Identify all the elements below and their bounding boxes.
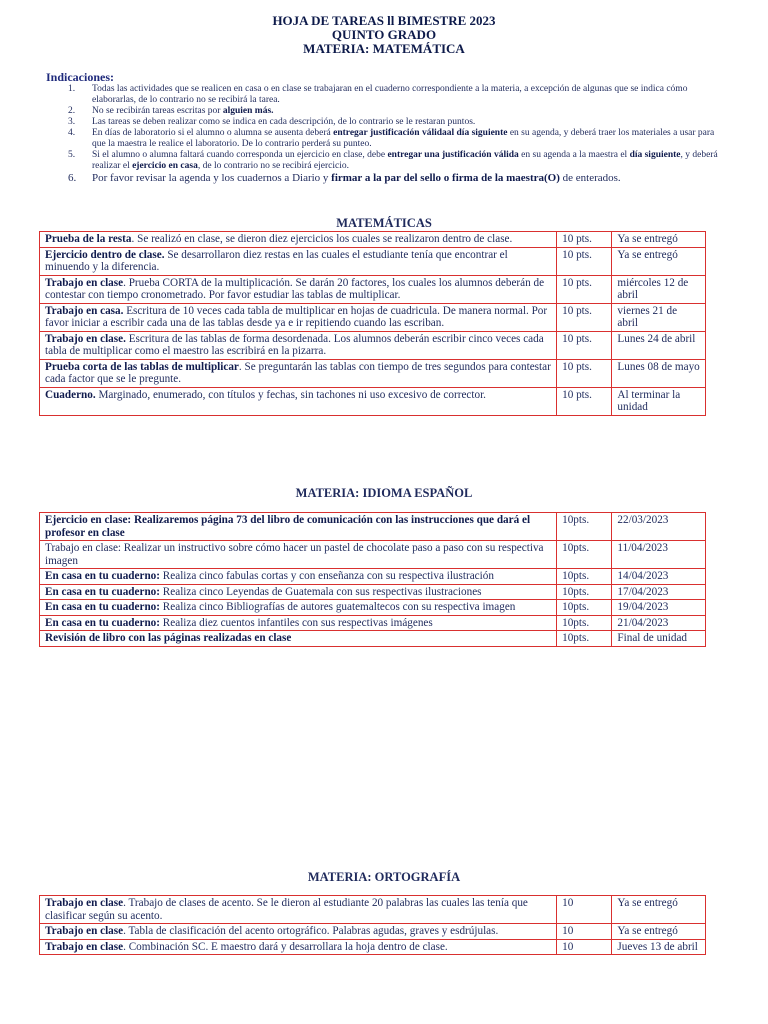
task-points: 10 pts.: [557, 275, 612, 303]
table-row: [40, 600, 706, 616]
bold-text: En casa en tu cuaderno:: [45, 585, 160, 598]
indicacion-number: 3.: [68, 117, 76, 127]
bold-text: Trabajo en clase: [45, 897, 124, 909]
bold-text: Prueba corta de las tablas de multiplicar: [45, 360, 239, 373]
task-description: [40, 303, 557, 331]
indicacion-item: [46, 84, 726, 106]
tasks-table-ortografia: [39, 895, 706, 955]
task-date: Ya se entregó: [612, 896, 706, 924]
text: . Se preguntarán las tablas con tiempo de tres segundos para contestar cada factor que se le pregunte.: [45, 360, 551, 385]
text: Realiza cinco Leyendas de Guatemala con sus respectivas ilustraciones: [160, 585, 482, 598]
tasks-table-idioma-espanol: [39, 512, 706, 647]
task-date: 17/04/2023: [612, 584, 706, 600]
task-date: Jueves 13 de abril: [612, 939, 706, 955]
table-row: [40, 359, 706, 387]
task-description: [40, 232, 557, 248]
task-points: 10 pts.: [557, 359, 612, 387]
task-description: [40, 331, 557, 359]
task-date: Ya se entregó: [612, 924, 706, 940]
table-row: [40, 331, 706, 359]
task-date: 22/03/2023: [612, 513, 706, 541]
indicacion-item: [46, 117, 726, 128]
text: . Prueba CORTA de la multiplicación. Se darán 20 factores, los cuales los alumnos deberán de contestar con tiempo cronometrado. Por favor estudiar las tablas de multiplicar.: [45, 276, 545, 301]
task-points: 10pts.: [557, 615, 612, 631]
task-points: 10pts.: [557, 631, 612, 647]
text: . Combinación SC. E maestro dará y desarrollara la hoja dentro de clase.: [123, 940, 448, 953]
text: Marginado, enumerado, con títulos y fechas, sin tachones ni uso excesivo de corrector.: [95, 388, 486, 401]
task-date: Final de unidad: [612, 631, 706, 647]
task-points: 10pts.: [557, 513, 612, 541]
bold-text: Revisión de libro con las páginas realizadas en clase: [45, 632, 292, 644]
table-row: [40, 513, 706, 541]
task-description: [40, 569, 557, 585]
indicacion-number: 4.: [68, 128, 76, 138]
text: Realiza cinco Bibliografías de autores guatemaltecos con su respectiva imagen: [160, 601, 516, 613]
task-points: 10 pts.: [557, 247, 612, 275]
task-points: 10 pts.: [557, 387, 612, 415]
text: . Tabla de clasificación del acento ortográfico. Palabras agudas, graves y esdrújulas.: [123, 925, 499, 937]
task-date: Ya se entregó: [612, 232, 706, 248]
task-description: [40, 387, 557, 415]
indicacion-number: 1.: [68, 84, 76, 94]
indicaciones-title: Indicaciones:: [46, 70, 115, 84]
text: En días de laboratorio si el alumno o alumna se ausenta deberá: [92, 128, 334, 138]
text: Realiza diez cuentos infantiles con sus respectivas imágenes: [160, 616, 433, 629]
task-points: 10 pts.: [557, 331, 612, 359]
table-row: [40, 631, 706, 647]
table-row: [40, 541, 706, 569]
text: Por favor revisar la agenda y los cuadernos a Diario y: [92, 172, 332, 184]
task-date: miércoles 12 de abril: [612, 275, 706, 303]
task-date: 11/04/2023: [612, 541, 706, 569]
bold-text: En casa en tu cuaderno:: [45, 570, 160, 582]
task-description: [40, 584, 557, 600]
indicacion-item: [46, 106, 726, 117]
tasks-table-matematicas: [39, 231, 706, 416]
text: Escritura de las tablas de forma desordenada. Los alumnos deberán escribir cinco veces cada tabla de multiplicar como el maestro las escribirá en la pizarra.: [45, 332, 544, 357]
table-row: [40, 275, 706, 303]
bold-text: Trabajo en clase: [45, 276, 124, 289]
text: Si el alumno o alumna faltará cuando corresponda un ejercicio en clase, debe: [92, 150, 388, 160]
bold-text: Trabajo en casa.: [45, 304, 124, 317]
table-row: [40, 247, 706, 275]
document-header: [0, 14, 768, 56]
task-date: Lunes 08 de mayo: [612, 359, 706, 387]
task-description: [40, 247, 557, 275]
indicaciones-list: [46, 84, 726, 185]
indicacion-number: 5.: [68, 150, 76, 160]
bold-text: Ejercicio en clase: Realizaremos página 73 del libro de comunicación con las instrucciones que dará el profesor en clase: [45, 514, 531, 539]
task-description: [40, 541, 557, 569]
bold-text: En casa en tu cuaderno:: [45, 601, 160, 613]
section-title-ortografia: MATERIA: ORTOGRAFÍA: [307, 870, 461, 884]
header-line-1: HOJA DE TAREAS ll BIMESTRE 2023: [272, 13, 496, 28]
bold-text: día siguiente: [629, 150, 681, 160]
text: , y deberá realizar el: [92, 150, 718, 171]
text: , de lo contrario no se recibirá ejercicio.: [197, 161, 349, 171]
bold-text: alguien más.: [222, 106, 274, 116]
task-description: [40, 924, 557, 940]
task-points: 10: [557, 896, 612, 924]
task-description: [40, 939, 557, 955]
indicacion-item: [46, 128, 726, 150]
task-date: 21/04/2023: [612, 615, 706, 631]
task-points: 10: [557, 939, 612, 955]
indicacion-number: 6.: [68, 172, 77, 184]
table-row: [40, 387, 706, 415]
header-line-2: QUINTO GRADO: [331, 27, 437, 42]
task-date: viernes 21 de abril: [612, 303, 706, 331]
task-date: Al terminar la unidad: [612, 387, 706, 415]
indicacion-number: 2.: [68, 106, 76, 116]
text: en su agenda a la maestra el: [518, 150, 630, 160]
text: de enterados.: [559, 172, 621, 184]
header-line-3: MATERIA: MATEMÁTICA: [303, 41, 465, 56]
indicacion-item: [46, 150, 726, 172]
text: No se recibirán tareas escritas por: [92, 106, 223, 116]
table-row: [40, 303, 706, 331]
text: . Se realizó en clase, se dieron diez ejercicios los cuales se realizaron dentro de clase.: [131, 233, 513, 245]
task-points: 10 pts.: [557, 232, 612, 248]
text: Las tareas se deben realizar como se indica en cada descripción, de lo contrario se le restaran puntos.: [92, 117, 476, 127]
task-description: [40, 896, 557, 924]
text: Escritura de 10 veces cada tabla de multiplicar en hojas de cuadricula. De manera normal. Por favor iniciar a escribir cada una de las tablas desde ya e ir repitiendo cuando las escriban.: [45, 304, 548, 329]
text: en su agenda, y deberá traer los materiales a usar para que la maestra le realice el laboratorio. De lo contrario perderá su punteo.: [92, 128, 715, 149]
section-title-matematicas: MATEMÁTICAS: [336, 216, 432, 230]
task-date: 19/04/2023: [612, 600, 706, 616]
task-points: 10 pts.: [557, 303, 612, 331]
text: Se desarrollaron diez restas en las cuales el estudiante tenía que encontrar el minuendo y la diferencia.: [45, 248, 508, 273]
table-row: [40, 939, 706, 955]
section-title-idioma-espanol: MATERIA: IDIOMA ESPAÑOL: [295, 486, 473, 500]
task-points: 10pts.: [557, 569, 612, 585]
task-description: [40, 275, 557, 303]
bold-text: Trabajo en clase: [45, 925, 124, 937]
bold-text: entregar justificación válidaal día siguiente: [333, 128, 508, 138]
table-row: [40, 896, 706, 924]
table-row: [40, 569, 706, 585]
task-description: [40, 615, 557, 631]
table-row: [40, 615, 706, 631]
bold-text: entregar una justificación válida: [387, 150, 519, 160]
task-date: Ya se entregó: [612, 247, 706, 275]
text: . Trabajo de clases de acento. Se le dieron al estudiante 20 palabras las cuales las tenía que clasificar según su acento.: [45, 897, 528, 922]
task-points: 10pts.: [557, 600, 612, 616]
bold-text: Prueba de la resta: [45, 233, 132, 245]
task-description: [40, 600, 557, 616]
task-points: 10pts.: [557, 541, 612, 569]
table-row: [40, 584, 706, 600]
task-date: 14/04/2023: [612, 569, 706, 585]
bold-text: Trabajo en clase.: [45, 332, 126, 345]
task-points: 10: [557, 924, 612, 940]
task-points: 10pts.: [557, 584, 612, 600]
bold-text: ejercicio en casa: [132, 161, 198, 171]
task-date: Lunes 24 de abril: [612, 331, 706, 359]
text: Realiza cinco fabulas cortas y con enseñanza con su respectiva ilustración: [160, 570, 494, 582]
bold-text: En casa en tu cuaderno:: [45, 616, 160, 629]
text: Trabajo en clase: Realizar un instructivo sobre cómo hacer un pastel de chocolate paso a paso con su respectiva imagen: [45, 542, 544, 567]
bold-text: Cuaderno.: [45, 388, 96, 401]
task-description: [40, 631, 557, 647]
indicacion-item: [46, 172, 726, 185]
task-description: [40, 359, 557, 387]
task-description: [40, 513, 557, 541]
bold-text: Trabajo en clase: [45, 940, 124, 953]
table-row: [40, 232, 706, 248]
bold-text: Ejercicio dentro de clase.: [45, 248, 165, 261]
text: Todas las actividades que se realicen en casa o en clase se trabajaran en el cuaderno correspondiente a la materia, a excepción de algunas que se indica cómo elaborarlas, de lo contrario no se recibirá la tarea.: [92, 84, 688, 105]
bold-text: firmar a la par del sello o firma de la maestra(O): [331, 172, 560, 184]
table-row: [40, 924, 706, 940]
